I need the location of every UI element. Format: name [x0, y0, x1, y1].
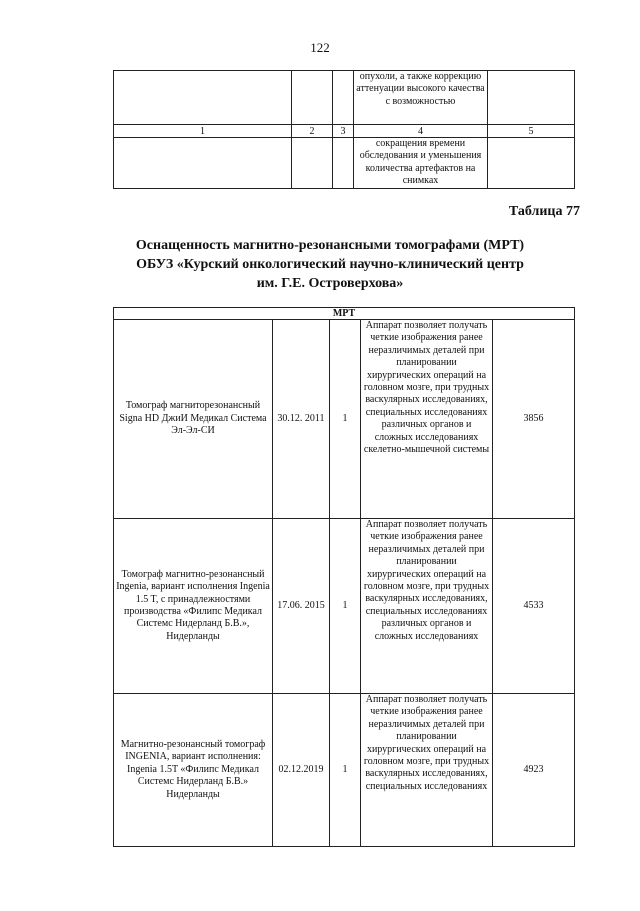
studies-count: 3856	[493, 320, 575, 519]
column-number: 1	[114, 125, 292, 138]
quantity: 1	[330, 694, 361, 847]
studies-count: 4533	[493, 519, 575, 694]
column-number-row	[114, 125, 575, 138]
column-number: 3	[333, 125, 354, 138]
column-number: 4	[354, 125, 488, 138]
description: Аппарат позволяет получать четкие изображения ранее неразличимых деталей при планировании хирургических операций на головном мозге, при трудных васкулярных исследованиях, специальных исследованиях различных органов и сложных исследованиях скелетно-мышечной системы	[361, 320, 493, 519]
description: Аппарат позволяет получать четкие изображения ранее неразличимых деталей при планировании хирургических операций на головном мозге, при трудных васкулярных исследованиях, специальных исследованиях различных органов и сложных исследованиях	[361, 519, 493, 694]
table-row	[114, 138, 575, 189]
title-line: Оснащенность магнитно-резонансными томографами (МРТ)	[135, 238, 525, 253]
table-row	[114, 71, 575, 125]
table-cell	[292, 71, 333, 125]
commission-date: 30.12. 2011	[273, 320, 330, 519]
table-row	[114, 694, 575, 847]
table-row	[114, 320, 575, 519]
studies-count: 4923	[493, 694, 575, 847]
table-row	[114, 519, 575, 694]
table-cell	[292, 138, 333, 189]
column-number: 5	[488, 125, 575, 138]
title-line: ОБУЗ «Курский онкологический научно-клинический центр	[136, 257, 524, 272]
equipment-name: Томограф магниторезонансный Signa HD ДжиИ Медикал Система Эл-Эл-СИ	[114, 320, 273, 519]
table-label: Таблица 77	[508, 204, 580, 219]
page-number: 122	[310, 40, 330, 55]
commission-date: 02.12.2019	[273, 694, 330, 847]
table-cell	[333, 71, 354, 125]
page-title	[100, 236, 560, 293]
table-cell	[114, 138, 292, 189]
table-cell	[488, 71, 575, 125]
column-number: 2	[292, 125, 333, 138]
title-line: им. Г.Е. Островерхова»	[256, 276, 404, 291]
table-cell	[488, 138, 575, 189]
table-cell	[114, 71, 292, 125]
continuation-description: опухоли, а также коррекцию аттенуации высокого качества с возможностью	[354, 71, 488, 125]
mrt-table	[113, 307, 575, 847]
continuation-description: сокращения времени обследования и уменьшения количества артефактов на снимках	[354, 138, 488, 189]
section-header: МРТ	[114, 308, 575, 320]
quantity: 1	[330, 519, 361, 694]
continuation-table	[113, 70, 575, 189]
equipment-name: Томограф магнитно-резонансный Ingenia, вариант исполнения Ingenia 1.5 T, с принадлежностями производства «Филипс Медикал Системс Нидерланд Б.В.», Нидерланды	[114, 519, 273, 694]
quantity: 1	[330, 320, 361, 519]
equipment-name: Магнитно-резонансный томограф INGENIA, вариант исполнения: Ingenia 1.5T «Филипс Медикал Системс Нидерланд Б.В.» Нидерланды	[114, 694, 273, 847]
description: Аппарат позволяет получать четкие изображения ранее неразличимых деталей при планировании хирургических операций на головном мозге, при трудных васкулярных исследованиях, специальных исследованиях	[361, 694, 493, 847]
commission-date: 17.06. 2015	[273, 519, 330, 694]
table-cell	[333, 138, 354, 189]
section-header-row	[114, 308, 575, 320]
